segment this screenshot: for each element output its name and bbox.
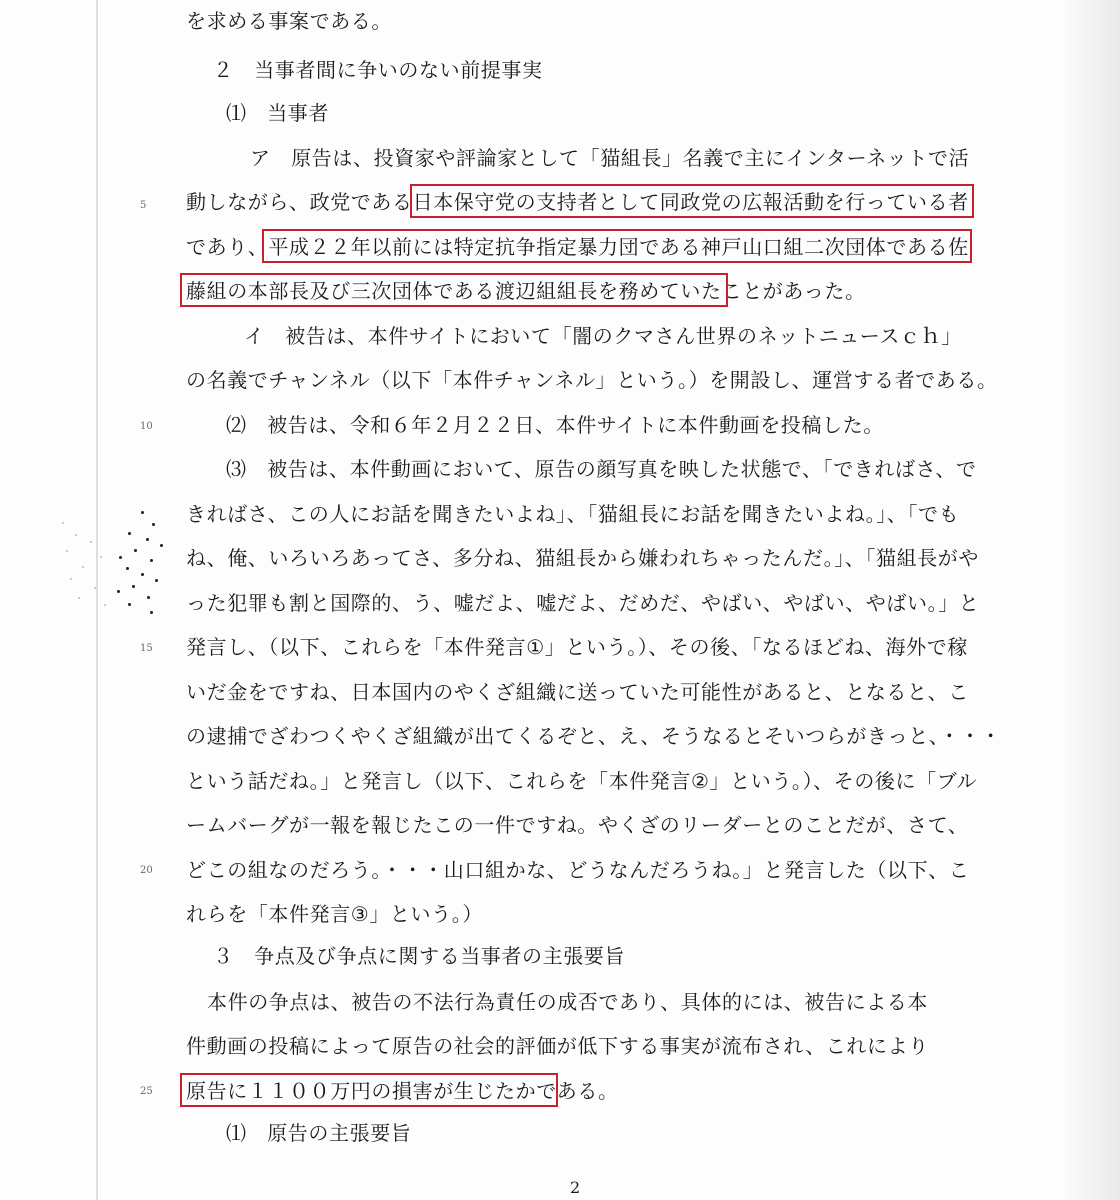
text-line-13: ね、俺、いろいろあってさ、多分ね、猫組長から嫌われちゃったんだ。」、「猫組長がや bbox=[186, 546, 979, 570]
text-line-11: ⑶ 被告は、本件動画において、原告の顔写真を映した状態で、「できればさ、で bbox=[226, 457, 977, 481]
text-line-14: った犯罪も割と国際的、う、嘘だよ、嘘だよ、だめだ、やばい、やばい、やばい。」と bbox=[186, 591, 980, 615]
page-number: 2 bbox=[570, 1178, 581, 1197]
text-line-16: いだ金をですね、日本国内のやくざ組織に送っていた可能性があると、となると、こ bbox=[186, 680, 969, 704]
text-line-5: 動しながら、政党である日本保守党の支持者として同政党の広報活動を行っている者 bbox=[186, 190, 969, 214]
text-line-24: 件動画の投稿によって原告の社会的評価が低下する事実が流布され、これにより bbox=[186, 1034, 929, 1058]
text-line-19: ームバーグが一報を報じたこの一件ですね。やくざのリーダーとのことだが、さて、 bbox=[186, 813, 969, 837]
subheading-2: ⑴ 原告の主張要旨 bbox=[226, 1121, 412, 1145]
text-line-10: ⑵ 被告は、令和６年２月２２日、本件サイトに本件動画を投稿した。 bbox=[226, 413, 884, 437]
heading-3: ３ 争点及び争点に関する当事者の主張要旨 bbox=[213, 944, 625, 968]
text-line-12: きればさ、この人にお話を聞きたいよね」、「猫組長にお話を聞きたいよね。」、「でも bbox=[186, 502, 960, 526]
line-number-5: 5 bbox=[140, 200, 147, 211]
text-line-23: 本件の争点は、被告の不法行為責任の成否であり、具体的には、被告による本 bbox=[207, 990, 928, 1014]
text-line-6: であり、平成２２年以前には特定抗争指定暴力団である神戸山口組二次団体である佐 bbox=[186, 235, 969, 259]
text-line-15: 発言し、（以下、これらを「本件発言①」という。）、その後、「なるほどね、海外で稼 bbox=[186, 635, 968, 659]
line-number-20: 20 bbox=[140, 865, 153, 876]
text-line-9: の名義でチャンネル（以下「本件チャンネル」という。）を開設し、運営する者である。 bbox=[186, 368, 998, 392]
line-number-10: 10 bbox=[140, 421, 153, 432]
highlight-box-gang-history-1 bbox=[262, 229, 972, 263]
page-fold-shadow bbox=[1066, 0, 1120, 1200]
text-line-4: ア 原告は、投資家や評論家として「猫組長」名義で主にインターネットで活 bbox=[250, 146, 970, 170]
text-line-8: イ 被告は、本件サイトにおいて「闇のクマさん世界のネットニュースｃｈ」 bbox=[244, 324, 962, 348]
text-line-7: 藤組の本部長及び三次団体である渡辺組組長を務めていたことがあった。 bbox=[186, 279, 866, 303]
heading-2: ２ 当事者間に争いのない前提事実 bbox=[213, 58, 543, 82]
highlight-box-damages bbox=[180, 1073, 558, 1107]
line-number-25: 25 bbox=[140, 1086, 153, 1097]
page-left-edge bbox=[96, 0, 98, 1200]
text-line-17: の逮捕でざわつくやくざ組織が出てくるぞと、え、そうなるとそいつらがきっと、・・・ bbox=[186, 724, 1002, 748]
highlight-box-supporter bbox=[410, 184, 974, 218]
subheading-1: ⑴ 当事者 bbox=[226, 101, 329, 125]
text-line-21: れらを「本件発言③」という。） bbox=[186, 902, 483, 926]
line-number-15: 15 bbox=[140, 643, 153, 654]
highlight-box-gang-history-2 bbox=[180, 273, 728, 307]
text-line-20: どこの組なのだろう。・・・山口組かな、どうなんだろうね。」と発言した（以下、こ bbox=[186, 858, 970, 882]
text-line-25: 原告に１１００万円の損害が生じたかである。 bbox=[186, 1079, 619, 1103]
text-line-18: という話だね。」と発言し（以下、これらを「本件発言②」という。）、その後に「ブル bbox=[186, 769, 978, 793]
text-line-1: を求める事案である。 bbox=[186, 9, 392, 33]
